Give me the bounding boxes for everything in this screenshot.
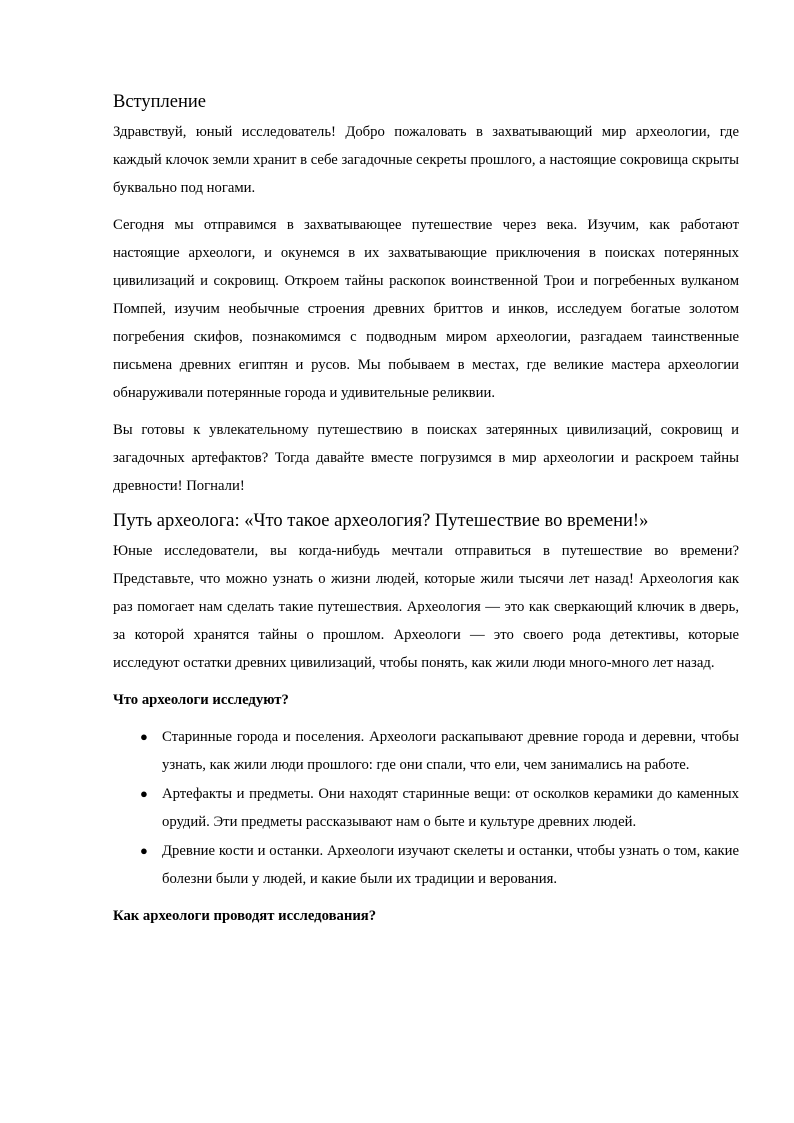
intro-paragraph-1: Здравствуй, юный исследователь! Добро пожаловать в захватывающий мир археологии, где каждый клочок земли хранит в себе загадочные секреты прошлого, а настоящие сокровища скрыты буквально под ногами.	[113, 124, 739, 196]
bullet-icon: ●	[140, 843, 148, 858]
bullet-icon: ●	[140, 786, 148, 801]
list-item	[113, 837, 739, 893]
what-heading: Что археологи исследуют?	[113, 692, 289, 708]
path-heading: Путь археолога: «Что такое археология? Путешествие во времени!»	[113, 511, 649, 531]
intro-heading: Вступление	[113, 92, 206, 112]
intro-paragraph-2: Сегодня мы отправимся в захватывающее путешествие через века. Изучим, как работают настоящие археологи, и окунемся в их захватывающие приключения в поисках потерянных цивилизаций и сокровищ. Откроем тайны раскопок воинственной Трои и погребенных вулканом Помпей, изучим необычные строения древних бриттов и инков, исследуем богатые золотом погребения скифов, познакомимся с подводным миром археологии, разгадаем таинственные письмена древних египтян и русов. Мы побываем в местах, где великие мастера археологии обнаруживали потерянные города и удивительные реликвии.	[113, 217, 739, 401]
list-item-text: Артефакты и предметы. Они находят старинные вещи: от осколков керамики до каменных орудий. Эти предметы рассказывают нам о быте и культуре древних людей.	[162, 786, 739, 830]
list-item	[113, 780, 739, 836]
list-item	[113, 723, 739, 779]
intro-paragraph-3: Вы готовы к увлекательному путешествию в поисках затерянных цивилизаций, сокровищ и загадочных артефактов? Тогда давайте вместе погрузимся в мир археологии и раскроем тайны древности! Погнали!	[113, 422, 739, 494]
bullet-icon: ●	[140, 729, 148, 744]
how-heading: Как археологи проводят исследования?	[113, 908, 377, 924]
list-item-text: Древние кости и останки. Археологи изучают скелеты и останки, чтобы узнать о том, какие болезни были у людей, и какие были их традиции и верования.	[162, 843, 739, 887]
document-content	[113, 90, 739, 939]
research-list	[113, 723, 739, 893]
list-item-text: Старинные города и поселения. Археологи раскапывают древние города и деревни, чтобы узнать, как жили люди прошлого: где они спали, что ели, чем занимались на работе.	[162, 729, 739, 773]
path-paragraph: Юные исследователи, вы когда-нибудь мечтали отправиться в путешествие во времени? Представьте, что можно узнать о жизни людей, которые жили тысячи лет назад! Археология как раз помогает нам сделать такие путешествия. Археология — это как сверкающий ключик в дверь, за которой хранятся тайны о прошлом. Археологи — это своего рода детективы, которые исследуют остатки древних цивилизаций, чтобы понять, как жили люди много-много лет назад.	[113, 543, 739, 671]
